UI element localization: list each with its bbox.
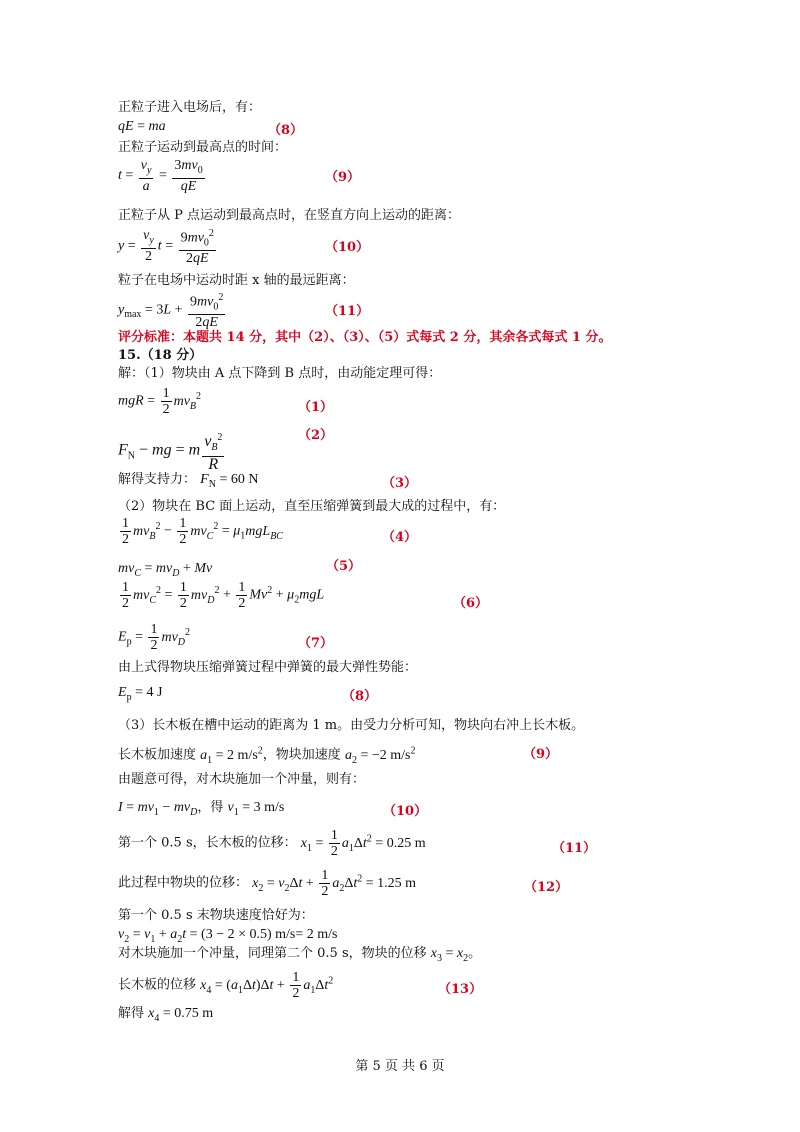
text-line: 由题意可得，对木块施加一个冲量，则有： [118,772,366,787]
grading-criteria: 评分标准：本题共 14 分，其中（2）、（3）、（5）式每式 2 分，其余各式每式 1 分。 [118,330,612,345]
eq-number: （2） [298,428,334,443]
text-line: ，得 [197,800,224,815]
text-line: 第一个 0.5 s 末物块速度恰好为： [118,908,314,923]
eq-number: （11） [325,304,370,319]
text-line: （2）物块在 BC 面上运动，直至压缩弹簧到最大成的过程中，有： [118,499,506,514]
equation-7: $E_p$ = $\frac{1}{2}$ $mv_D^2$ [118,622,191,653]
eq-number: （8） [342,689,378,704]
eq-number: （7） [298,636,334,651]
text-line: （3）长木板在槽中运动的距离为 1 m。由受力分析可知，物块向右冲上长木板。 [118,718,585,733]
equation-4: $\frac{1}{2}$ $mv_B^2$ − $\frac{1}{2}$ $mv_C^2 = \mu_1mgL_{BC}$ [122,516,283,547]
text-line: 粒子在电场中运动时距 x 轴的最远距离： [118,273,355,288]
equation-8: qE = ma [118,119,166,134]
text-line: 第一个 0.5 s，长木板的位移： [118,835,297,851]
text-line: 解得 [118,1006,145,1021]
equation-12: 此过程中物块的位移： $x_2 = v_2\Delta t$ + $\frac{1}{2}$ $a_2\Delta t^2 = 1.25$ m [118,868,417,899]
text-line: ，物块加速度 [262,747,341,763]
eq-number: （12） [524,880,569,895]
text-line: 长木板的位移 [118,977,197,993]
equation-10b: $I = mv_1 - mv_D$，得 $v_1 = 3$ m/s [118,800,285,818]
eq-number: （1） [298,400,334,415]
text-line: 由上式得物块压缩弹簧过程中弹簧的最大弹性势能： [118,660,418,675]
eq-number: （11） [552,841,597,856]
text-line: 正粒子进入电场后，有： [118,100,262,115]
equation-10: y = $\frac{v_y}{2}$ t = $\frac{9mv_0^2}{2qE}$ [118,228,214,267]
question-heading: 15.（18 分） [118,348,203,363]
text-line: 解：（1）物块由 A 点下降到 B 点时，由动能定理可得： [118,366,442,381]
text-line: 正粒子运动到最高点的时间： [118,140,288,155]
eq-number: （5） [326,559,362,574]
text-line: 对木块施加一个冲量，同理第二个 0.5 s，物块的位移 [118,946,427,961]
text-line: 正粒子从 P 点运动到最高点时，在竖直方向上运动的距离： [118,208,461,223]
eq-number: （13） [438,982,483,997]
text-line: 此过程中物块的位移： [118,875,249,891]
equation-5: $mv_C = mv_D + Mv$ [118,561,213,579]
equation-v2: $v_2 = v_1 + a_2t = (3 - 2 \times 0.5)$ m/s= 2 m/s [118,927,338,945]
page-footer: 第 5 页 共 6 页 [355,1059,445,1074]
equation-13: 长木板的位移 $x_4 = (a_1\Delta t)\Delta t$ + $\frac{1}{2}$ $a_1\Delta t^2$ [118,970,334,1001]
equation-11: $y_{max} = 3L$ + $\frac{9mv_0^2}{2qE}$ [118,292,224,331]
text-line: 解得支持力： [118,472,197,487]
equation-8b: $E_p = 4$ J [118,685,163,703]
equation-3: 解得支持力： $F_N = 60$ N [118,472,259,490]
eq-number: （4） [382,530,418,545]
text-line: 长木板加速度 [118,747,197,763]
eq-number: （10） [325,240,370,255]
equation-2: $F_N$ − mg = m $\frac{v_B^2}{R}$ [118,432,223,473]
eq-number: （9） [325,170,361,185]
eq-number: （10） [383,804,428,819]
equation-1: mgR = $\frac{1}{2}$ $mv_B^2$ [118,386,202,417]
eq-number: （3） [382,476,418,491]
equation-x3: 对木块施加一个冲量，同理第二个 0.5 s，物块的位移 $x_3 = x_2$。 [118,946,482,964]
equation-9: t = $\frac{v_y}{a}$ = $\frac{3mv_0}{qE}$ [118,158,203,194]
equation-x4: 解得 $x_4 = 0.75$ m [118,1006,214,1024]
equation-11b: 第一个 0.5 s，长木板的位移： $x_1$ = $\frac{1}{2}$ $a_1\Delta t^2 = 0.25$ m [118,828,426,859]
equation-6: $\frac{1}{2}$ $mv_C^2$ = $\frac{1}{2}$ $mv_D^2$ + $\frac{1}{2}$ $Mv^2 + \mu_2mgL$ [122,580,325,611]
eq-number: （6） [453,596,489,611]
equation-9b: 长木板加速度 $a_1 = 2$ $m/s^2$，物块加速度 $a_2 = -2$ $m/s^2$ [118,745,416,766]
eq-number: （8） [268,123,304,138]
eq-number: （9） [523,747,559,762]
